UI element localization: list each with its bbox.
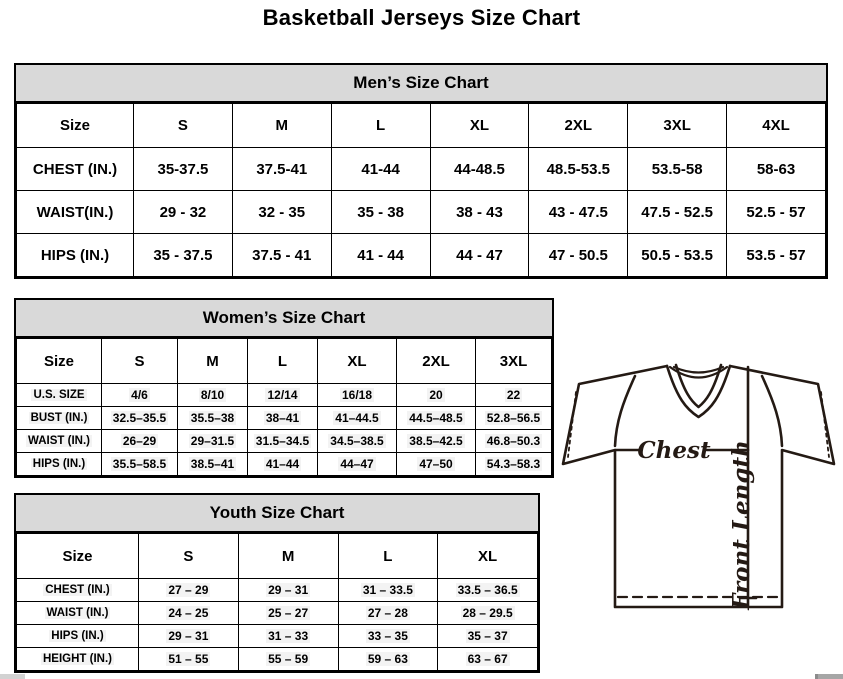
header-row xyxy=(17,339,552,384)
cell-text: 31 – 33.5 xyxy=(362,583,413,597)
cell xyxy=(476,384,552,407)
left-armhole-seam xyxy=(615,376,635,446)
cell-text: 52.8–56.5 xyxy=(486,411,541,425)
cell: 37.5-41 xyxy=(232,148,331,191)
cell xyxy=(139,602,239,625)
cell-text: 63 – 67 xyxy=(467,652,508,666)
size-column-header: Size xyxy=(17,534,139,579)
cell-text: BUST (IN.) xyxy=(30,412,88,424)
cell: 35 - 38 xyxy=(331,191,430,234)
table-row xyxy=(17,648,538,671)
column-header: M xyxy=(232,104,331,148)
cell-text: 25 – 27 xyxy=(268,606,309,620)
cell xyxy=(338,579,438,602)
header-row xyxy=(17,534,538,579)
cell xyxy=(476,430,552,453)
cell xyxy=(438,648,538,671)
row-label xyxy=(17,430,102,453)
row-label xyxy=(17,407,102,430)
table-row xyxy=(17,234,826,277)
page-title: Basketball Jerseys Size Chart xyxy=(262,5,581,30)
cell: 29 - 32 xyxy=(134,191,233,234)
table-row xyxy=(17,148,826,191)
column-header: XL xyxy=(438,534,538,579)
cell-text: 28 – 29.5 xyxy=(462,606,513,620)
row-label xyxy=(17,453,102,476)
column-header: XL xyxy=(318,339,397,384)
cell-text: 38–41 xyxy=(265,411,300,425)
table-row xyxy=(17,191,826,234)
cell xyxy=(102,407,178,430)
cell-text: 33.5 – 36.5 xyxy=(457,583,518,597)
cell-text: 41–44.5 xyxy=(335,411,379,425)
cell: 44 - 47 xyxy=(430,234,529,277)
cell xyxy=(102,430,178,453)
cell xyxy=(318,407,397,430)
row-label xyxy=(17,648,139,671)
youth-size-chart-title: Youth Size Chart xyxy=(16,495,538,533)
womens-size-chart-title: Women’s Size Chart xyxy=(16,300,552,338)
column-header: XL xyxy=(430,104,529,148)
cell-text: 22 xyxy=(506,388,521,402)
cell-text: 12/14 xyxy=(267,388,298,402)
cell xyxy=(238,648,338,671)
womens-size-chart-table xyxy=(16,338,552,476)
column-header: 4XL xyxy=(727,104,826,148)
cell xyxy=(102,384,178,407)
cell-text: 29–31.5 xyxy=(190,434,235,448)
cell: 38 - 43 xyxy=(430,191,529,234)
youth-size-chart-table xyxy=(16,533,538,671)
row-label xyxy=(17,625,139,648)
cell-text: 44–47 xyxy=(340,457,374,471)
column-header: L xyxy=(248,339,318,384)
cell-text: 38.5–41 xyxy=(190,457,235,471)
cell-text: 59 – 63 xyxy=(367,652,408,666)
cell: 35-37.5 xyxy=(134,148,233,191)
cell xyxy=(178,407,248,430)
cell: 53.5-58 xyxy=(628,148,727,191)
cell xyxy=(102,453,178,476)
table-row xyxy=(17,407,552,430)
table-row xyxy=(17,453,552,476)
row-label xyxy=(17,602,139,625)
cell-text: 55 – 59 xyxy=(268,652,309,666)
cell xyxy=(139,579,239,602)
header-row xyxy=(17,104,826,148)
horizontal-scrollbar-fragment-right[interactable] xyxy=(815,674,843,679)
cell-text: 24 – 25 xyxy=(168,606,209,620)
table-row xyxy=(17,602,538,625)
cell xyxy=(139,625,239,648)
column-header: M xyxy=(238,534,338,579)
cell-text: 54.3–58.3 xyxy=(486,457,541,471)
cell xyxy=(476,407,552,430)
cell xyxy=(438,602,538,625)
cell xyxy=(238,579,338,602)
cell xyxy=(178,384,248,407)
row-label: HIPS (IN.) xyxy=(17,234,134,277)
column-header: S xyxy=(139,534,239,579)
cell: 52.5 - 57 xyxy=(727,191,826,234)
cell: 53.5 - 57 xyxy=(727,234,826,277)
cell xyxy=(318,384,397,407)
front-length-label: Front Length xyxy=(728,440,755,610)
cell-text: 33 – 35 xyxy=(367,629,408,643)
cell xyxy=(338,602,438,625)
cell: 37.5 - 41 xyxy=(232,234,331,277)
collar-back-arc-inner xyxy=(674,367,723,373)
cell-text: 20 xyxy=(429,388,443,402)
cell-text: HIPS (IN.) xyxy=(51,630,104,642)
cell xyxy=(238,602,338,625)
column-header: S xyxy=(102,339,178,384)
cell: 47 - 50.5 xyxy=(529,234,628,277)
cell xyxy=(318,430,397,453)
cell xyxy=(178,453,248,476)
cell-text: 35.5–38 xyxy=(190,411,235,425)
cell xyxy=(178,430,248,453)
mens-size-chart-title: Men’s Size Chart xyxy=(16,65,826,103)
cell-text: 38.5–42.5 xyxy=(409,434,463,448)
column-header: S xyxy=(134,104,233,148)
cell-text: 51 – 55 xyxy=(168,652,209,666)
size-column-header: Size xyxy=(17,104,134,148)
cell: 43 - 47.5 xyxy=(529,191,628,234)
cell-text: CHEST (IN.) xyxy=(45,584,110,596)
cell: 48.5-53.5 xyxy=(529,148,628,191)
column-header: L xyxy=(331,104,430,148)
right-armhole-seam xyxy=(762,376,782,446)
row-label xyxy=(17,384,102,407)
cell-text: 16/18 xyxy=(341,388,373,402)
cell xyxy=(397,407,476,430)
cell-text: WAIST (IN.) xyxy=(46,607,109,619)
cell-text: 44.5–48.5 xyxy=(409,411,463,425)
cell xyxy=(338,648,438,671)
cell xyxy=(476,453,552,476)
cell xyxy=(248,384,318,407)
cell: 32 - 35 xyxy=(232,191,331,234)
cell xyxy=(438,625,538,648)
cell: 50.5 - 53.5 xyxy=(628,234,727,277)
cell-text: 31.5–34.5 xyxy=(255,434,310,448)
column-header: L xyxy=(338,534,438,579)
column-header: 3XL xyxy=(476,339,552,384)
cell xyxy=(318,453,397,476)
column-header: 3XL xyxy=(628,104,727,148)
cell-text: 29 – 31 xyxy=(168,629,209,643)
cell: 47.5 - 52.5 xyxy=(628,191,727,234)
cell-text: HEIGHT (IN.) xyxy=(43,653,112,665)
jersey-measurement-diagram xyxy=(555,353,843,625)
row-label: WAIST(IN.) xyxy=(17,191,134,234)
horizontal-scrollbar-fragment-left[interactable] xyxy=(0,674,25,679)
cell xyxy=(438,579,538,602)
size-column-header: Size xyxy=(17,339,102,384)
cell xyxy=(397,430,476,453)
cell: 41-44 xyxy=(331,148,430,191)
column-header: 2XL xyxy=(397,339,476,384)
cell-text: HIPS (IN.) xyxy=(32,458,86,470)
womens-size-chart xyxy=(14,298,554,478)
cell xyxy=(238,625,338,648)
cell-text: 32.5–35.5 xyxy=(112,411,167,425)
jersey-outline xyxy=(563,366,834,607)
cell-text: 8/10 xyxy=(200,388,225,402)
table-row xyxy=(17,430,552,453)
row-label: CHEST (IN.) xyxy=(17,148,134,191)
column-header: 2XL xyxy=(529,104,628,148)
table-row xyxy=(17,625,538,648)
cell-text: 31 – 33 xyxy=(268,629,309,643)
table-row xyxy=(17,384,552,407)
cell-text: 46.8–50.3 xyxy=(486,434,541,448)
cell: 58-63 xyxy=(727,148,826,191)
collar-outer-v xyxy=(667,366,730,417)
table-row xyxy=(17,579,538,602)
row-label xyxy=(17,579,139,602)
cell-text: 35.5–58.5 xyxy=(112,457,167,471)
cell xyxy=(397,453,476,476)
cell-text: 4/6 xyxy=(131,388,148,402)
chest-label: Chest xyxy=(637,437,711,464)
youth-size-chart xyxy=(14,493,540,673)
cell: 35 - 37.5 xyxy=(134,234,233,277)
cell-text: 41–44 xyxy=(265,457,300,471)
cell xyxy=(338,625,438,648)
cell xyxy=(248,430,318,453)
column-header: M xyxy=(178,339,248,384)
cell-text: 34.5–38.5 xyxy=(330,434,384,448)
cell xyxy=(397,384,476,407)
cell: 41 - 44 xyxy=(331,234,430,277)
cell-text: U.S. SIZE xyxy=(33,389,85,401)
cell-text: WAIST (IN.) xyxy=(28,435,90,447)
cell-text: 29 – 31 xyxy=(268,583,309,597)
cell: 44-48.5 xyxy=(430,148,529,191)
cell-text: 27 – 28 xyxy=(367,606,408,620)
mens-size-chart-table xyxy=(16,103,826,277)
cell-text: 35 – 37 xyxy=(467,629,508,643)
mens-size-chart xyxy=(14,63,828,279)
cell xyxy=(139,648,239,671)
cell-text: 27 – 29 xyxy=(168,583,209,597)
cell xyxy=(248,407,318,430)
cell-text: 26–29 xyxy=(122,434,157,448)
cell-text: 47–50 xyxy=(419,457,453,471)
cell xyxy=(248,453,318,476)
